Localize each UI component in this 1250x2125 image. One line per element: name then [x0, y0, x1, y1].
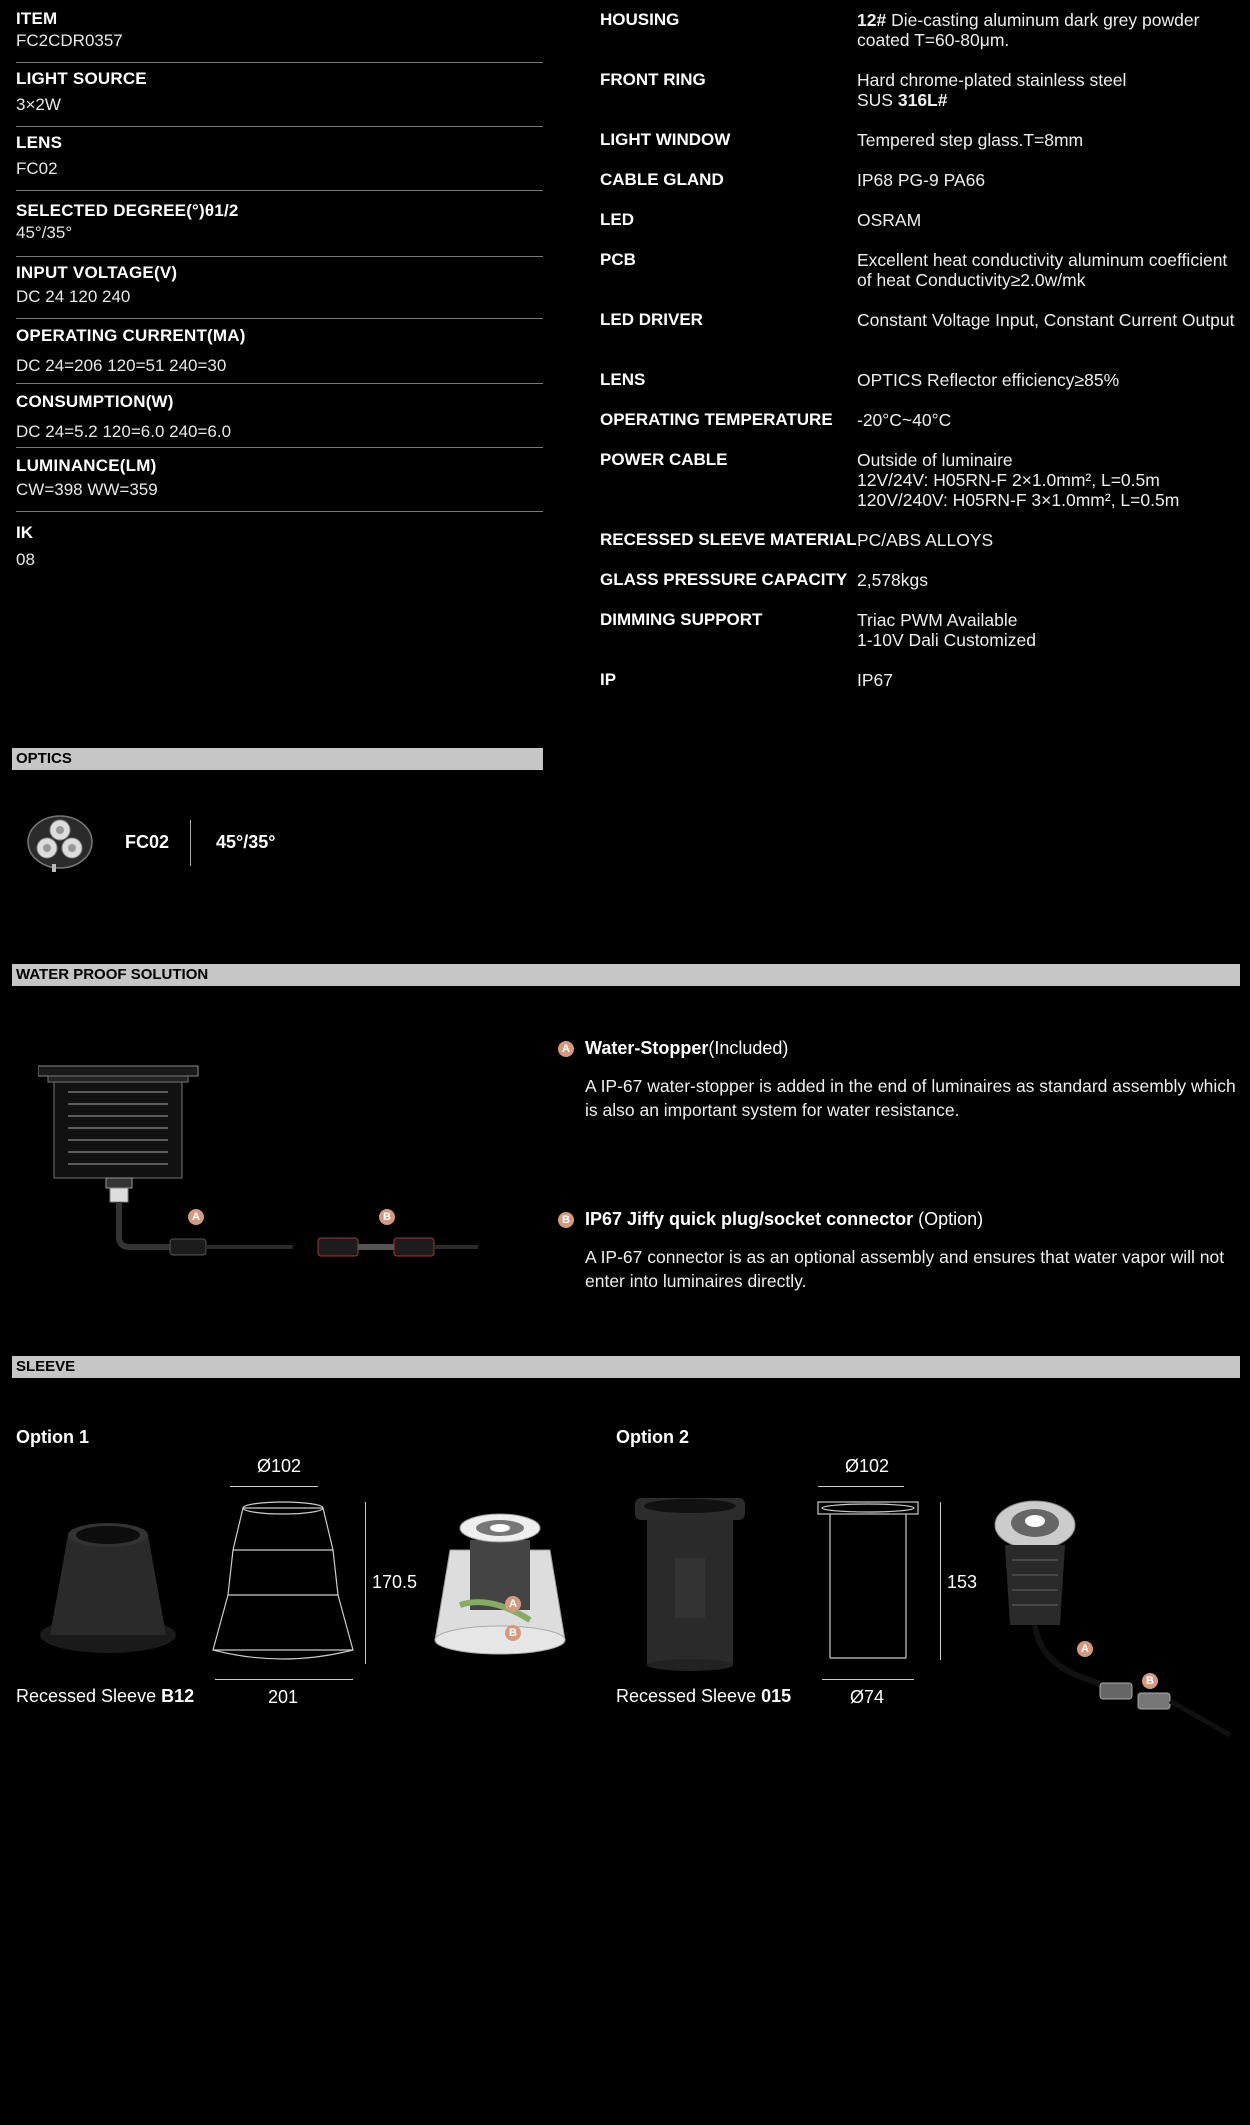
sleeve-b12-assembly-image [430, 1500, 570, 1660]
spec-label: LENS [16, 133, 63, 152]
spec-label-led-driver: LED DRIVER [600, 310, 703, 329]
sleeve-b12-badge-b: B [505, 1625, 521, 1641]
sleeve-b12-photo [38, 1505, 178, 1660]
sleeve-option2-title: Option 2 [616, 1427, 689, 1447]
spec-value-bold: 12# [857, 10, 887, 30]
sleeve-015-dim-top: Ø102 [845, 1456, 890, 1476]
section-header-waterproof: WATER PROOF SOLUTION [12, 964, 1240, 986]
dim-line-top [818, 1486, 904, 1487]
spec-label-ip: IP [600, 670, 617, 689]
spec-value-glass-pressure-capacity: 2,578kgs [857, 570, 929, 590]
dim-line-side [940, 1502, 941, 1660]
spec-label: OPERATING CURRENT(MA) [16, 326, 246, 345]
sleeve-015-caption [616, 1686, 791, 1707]
spec-value-line [857, 90, 1237, 110]
sleeve-015-assembly-image [990, 1495, 1235, 1755]
spec-value: FC02 [16, 159, 58, 178]
spec-value-led: OSRAM [857, 210, 922, 230]
spec-label-light-window: LIGHT WINDOW [600, 130, 731, 149]
optics-degree: 45°/35° [216, 832, 276, 852]
spec-label-led: LED [600, 210, 634, 229]
waterproof-diagram [38, 1062, 488, 1267]
spec-label: INPUT VOLTAGE(V) [16, 263, 178, 282]
luminaire-cable-diagram [38, 1062, 488, 1262]
sleeve-015-outline [816, 1500, 921, 1660]
spec-label: CONSUMPTION(W) [16, 392, 174, 411]
sleeve-015-image [635, 1498, 745, 1673]
lens-image [24, 812, 96, 879]
spec-label-power-cable: POWER CABLE [600, 450, 728, 469]
spec-value-line: Triac PWM Available [857, 610, 1018, 630]
spec-value-lens: OPTICS Reflector efficiency≥85% [857, 370, 1120, 390]
spec-row-light-source [16, 68, 543, 127]
spec-label-recessed-sleeve-material: RECESSED SLEEVE MATERIAL [600, 530, 857, 549]
sleeve-015-dim-side: 153 [947, 1572, 978, 1592]
spec-row-operating-current [16, 325, 543, 384]
spec-label: LUMINANCE(LM) [16, 456, 157, 475]
connector-title-rest: (Option) [913, 1209, 984, 1229]
sleeve-b12-badge-a: A [505, 1596, 521, 1612]
spec-label-operating-temperature: OPERATING TEMPERATURE [600, 410, 833, 429]
spec-value-line: 1-10V Dali Customized [857, 630, 1036, 650]
caption-prefix: Recessed Sleeve [616, 1686, 762, 1706]
spec-value-prefix: SUS [857, 90, 898, 110]
waterstopper-title [585, 1037, 788, 1059]
spec-value-light-window: Tempered step glass.T=8mm [857, 130, 1084, 150]
sleeve-b12-caption [16, 1686, 194, 1707]
spec-label: SELECTED DEGREE(°)θ1/2 [16, 201, 239, 220]
lens-icon [24, 812, 96, 874]
spec-value-line: Outside of luminaire [857, 450, 1013, 470]
spec-value: DC 24=5.2 120=6.0 240=6.0 [16, 422, 232, 441]
optics-divider [190, 820, 191, 866]
spec-value-line: 120V/240V: H05RN-F 3×1.0mm², L=0.5m [857, 490, 1180, 510]
spec-label-pcb: PCB [600, 250, 636, 269]
connector-badge: B [558, 1212, 574, 1228]
caption-bold: B12 [161, 1686, 195, 1706]
dim-line-bottom [215, 1679, 353, 1680]
sleeve-b12-assembly [430, 1500, 570, 1665]
spec-label-dimming-support: DIMMING SUPPORT [600, 610, 763, 629]
spec-value-pcb: Excellent heat conductivity aluminum coefficient of heat Conductivity≥2.0w/mk [857, 250, 1228, 290]
waterstopper-title-bold: Water-Stopper [585, 1038, 709, 1058]
section-header-sleeve: SLEEVE [12, 1356, 1240, 1378]
spec-value-ip: IP67 [857, 670, 893, 690]
waterstopper-badge: A [558, 1041, 574, 1057]
spec-value: DC 24 120 240 [16, 287, 131, 306]
spec-label-front-ring: FRONT RING [600, 70, 706, 89]
spec-label-housing: HOUSING [600, 10, 680, 29]
section-header-optics: OPTICS [12, 748, 543, 770]
spec-value: DC 24=206 120=51 240=30 [16, 356, 227, 375]
spec-row-lens [16, 132, 543, 191]
diagram-badge-a: A [188, 1209, 204, 1225]
connector-title [585, 1208, 983, 1230]
spec-value-power-cable [857, 450, 1237, 510]
connector-description: A IP-67 connector is as an optional assembly and ensures that water vapor will not enter into luminaires directly. [585, 1247, 1225, 1291]
spec-label: IK [16, 523, 33, 542]
spec-value-line: Hard chrome-plated stainless steel [857, 70, 1127, 90]
spec-value-operating-temperature: -20°C~40°C [857, 410, 952, 430]
waterstopper-title-rest: (Included) [708, 1038, 789, 1058]
waterstopper-description: A IP-67 water-stopper is added in the end of luminaires as standard assembly which is also an important system for water resistance. [585, 1076, 1236, 1120]
sleeve-015-drawing [816, 1500, 921, 1665]
sleeve-b12-drawing [208, 1500, 358, 1675]
spec-value-bold: 316L# [897, 90, 948, 110]
spec-value: FC2CDR0357 [16, 31, 123, 50]
spec-label: LIGHT SOURCE [16, 69, 147, 88]
diagram-badge-b: B [379, 1209, 395, 1225]
spec-label-cable-gland: CABLE GLAND [600, 170, 724, 189]
caption-bold: 015 [761, 1686, 792, 1706]
sleeve-b12-dim-bottom: 201 [268, 1687, 299, 1707]
spec-value-front-ring [857, 70, 1237, 110]
spec-value-housing [857, 10, 1237, 50]
spec-value-cable-gland: IP68 PG-9 PA66 [857, 170, 986, 190]
spec-value: 45°/35° [16, 223, 73, 242]
spec-label-lens: LENS [600, 370, 646, 389]
optics-lens-code: FC02 [125, 832, 170, 852]
sleeve-015-badge-a: A [1077, 1641, 1093, 1657]
sleeve-015-assembly [990, 1495, 1235, 1760]
spec-row-consumption [16, 391, 543, 448]
spec-row-item [16, 8, 543, 63]
spec-value-dimming-support [857, 610, 1237, 650]
spec-value: CW=398 WW=359 [16, 480, 158, 499]
spec-row-ik [16, 522, 35, 571]
dim-line-bottom [822, 1679, 914, 1680]
sleeve-option1-title: Option 1 [16, 1427, 89, 1447]
spec-value: 3×2W [16, 95, 61, 114]
spec-value: 08 [16, 550, 35, 569]
sleeve-b12-outline [208, 1500, 358, 1670]
sleeve-b12-dim-side: 170.5 [372, 1572, 418, 1592]
caption-prefix: Recessed Sleeve [16, 1686, 162, 1706]
sleeve-015-dim-bottom: Ø74 [850, 1687, 885, 1707]
spec-row-selected-degree [16, 200, 543, 257]
spec-row-luminance [16, 455, 543, 512]
spec-value-line: 12V/24V: H05RN-F 2×1.0mm², L=0.5m [857, 470, 1160, 490]
spec-value-recessed-sleeve-material: PC/ABS ALLOYS [857, 530, 994, 550]
dim-line-side [365, 1502, 366, 1664]
sleeve-015-badge-b: B [1142, 1673, 1158, 1689]
spec-label-glass-pressure-capacity: GLASS PRESSURE CAPACITY [600, 570, 848, 589]
spec-value-text: Die-casting aluminum dark grey powder coated T=60-80μm. [857, 10, 1200, 50]
spec-value-led-driver: Constant Voltage Input, Constant Current Output [857, 310, 1235, 330]
dim-line-top [230, 1486, 318, 1487]
spec-row-input-voltage [16, 262, 543, 319]
spec-label: ITEM [16, 9, 58, 28]
sleeve-015-photo [635, 1498, 745, 1678]
sleeve-b12-dim-top: Ø102 [257, 1456, 302, 1476]
sleeve-b12-image [38, 1505, 178, 1655]
connector-title-bold: IP67 Jiffy quick plug/socket connector [585, 1209, 914, 1229]
